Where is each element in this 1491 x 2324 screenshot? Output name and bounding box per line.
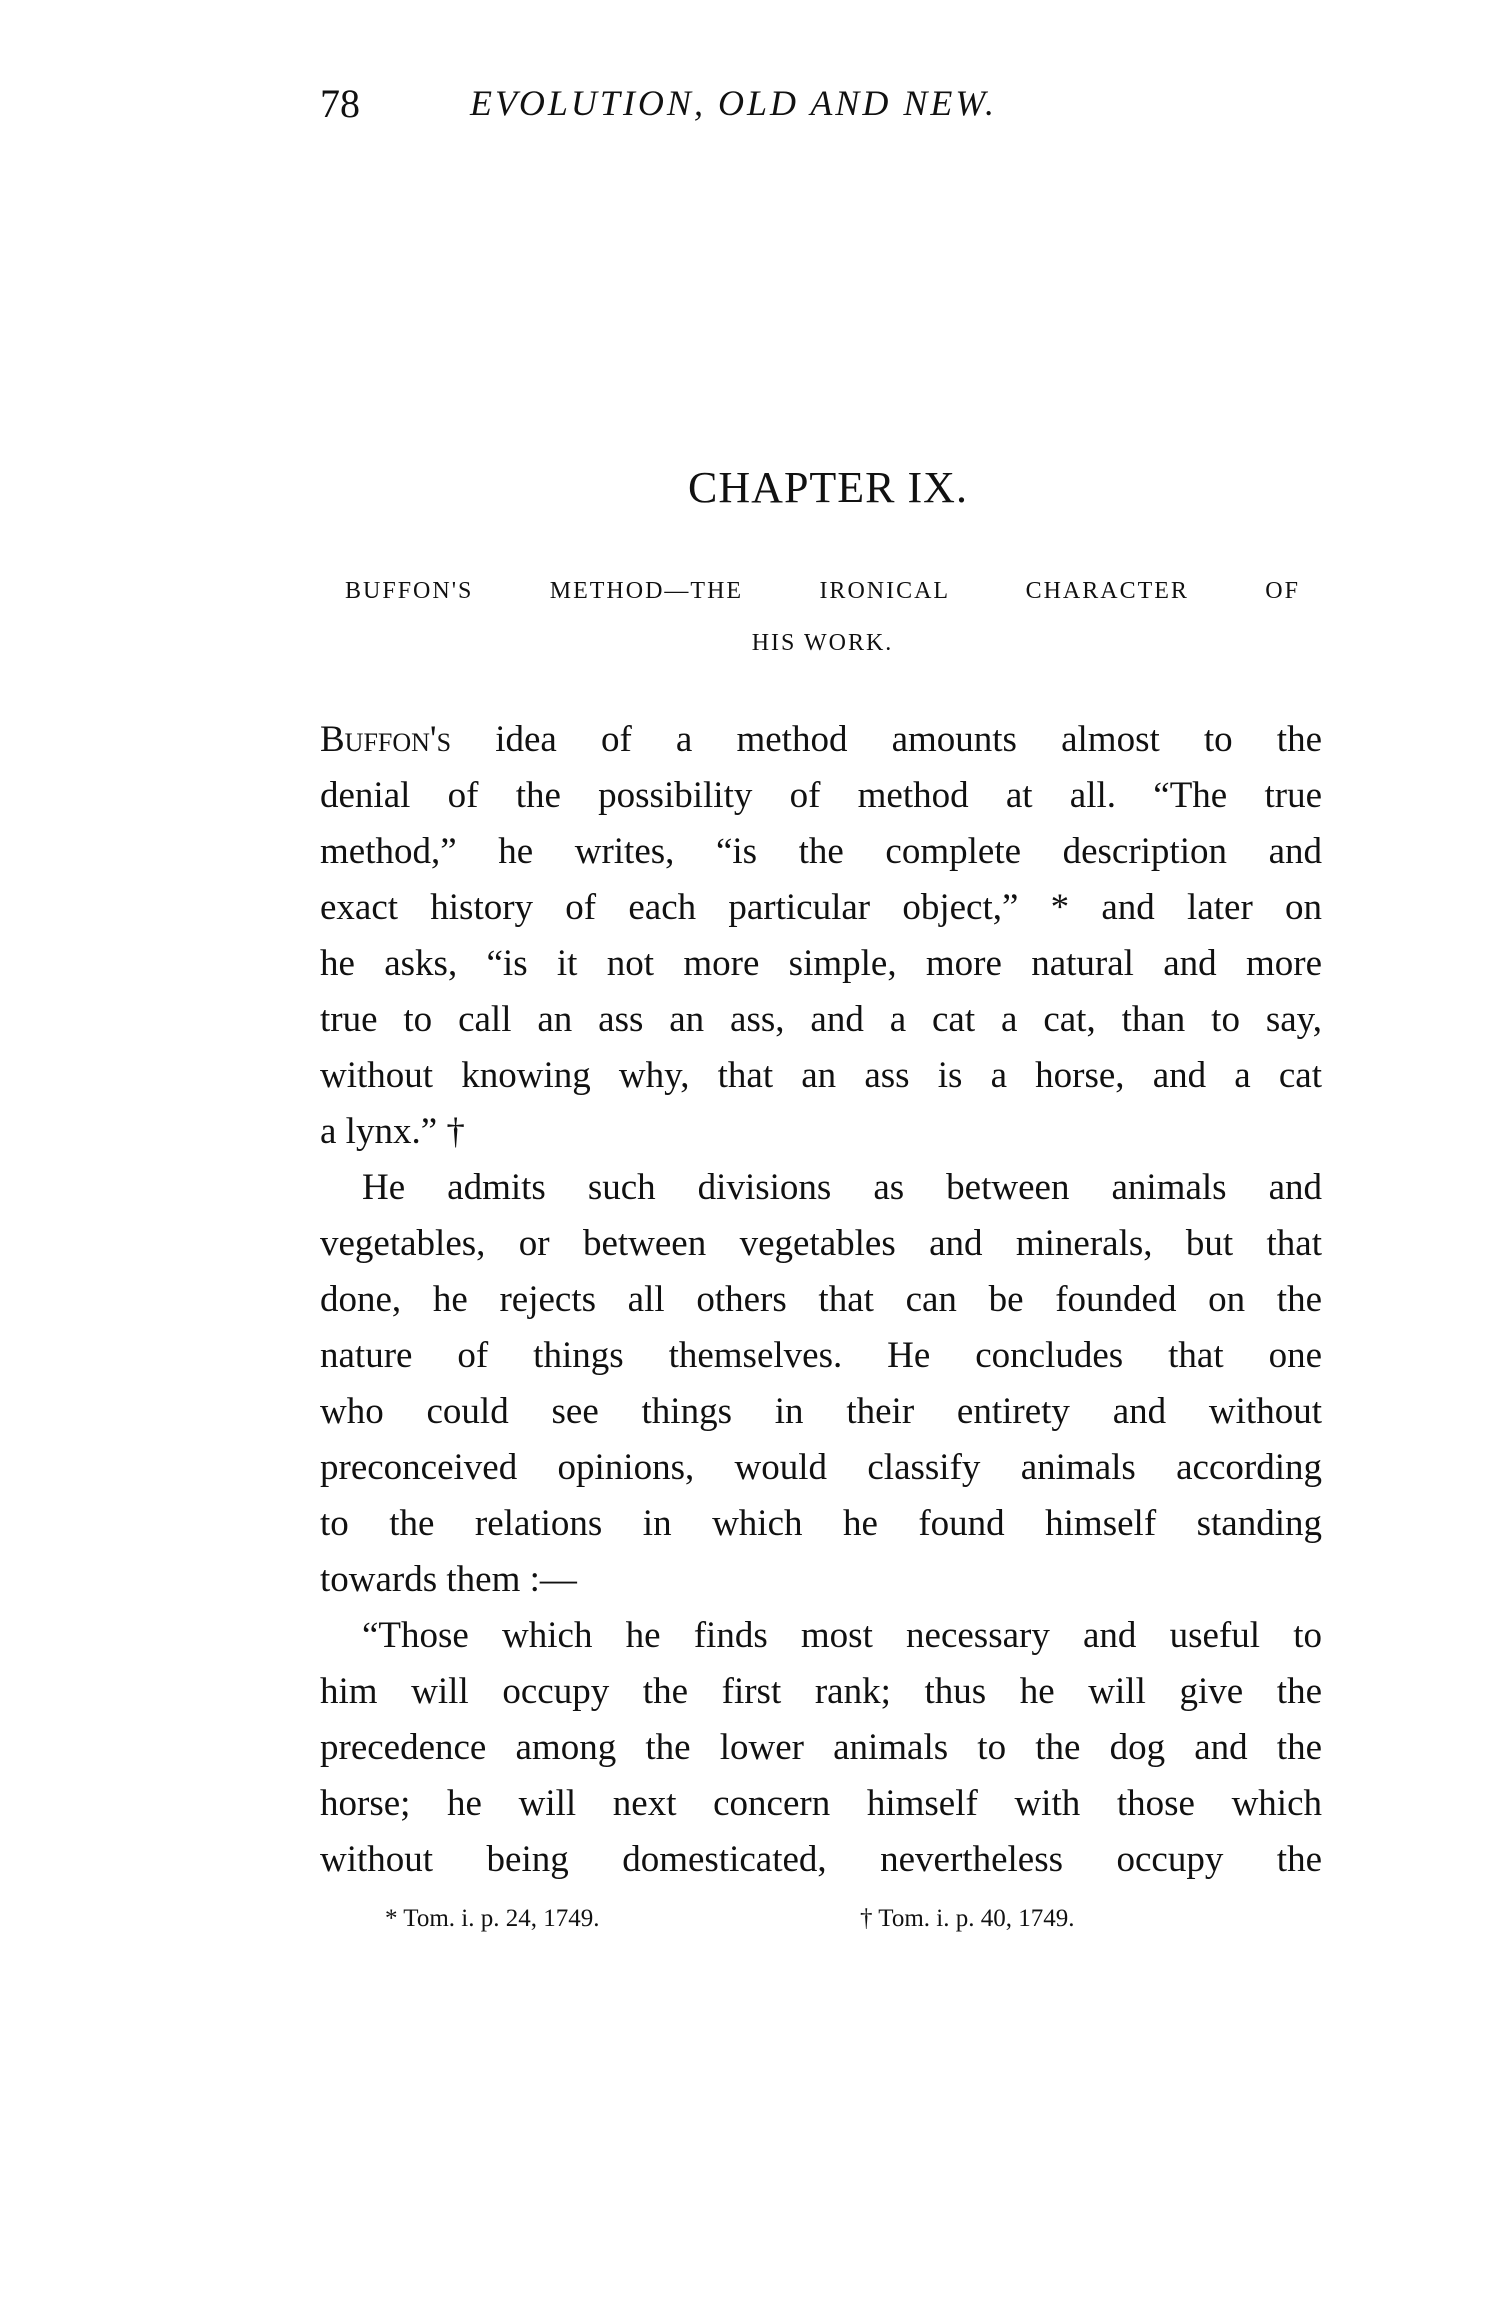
- body-line: to the relations in which he found himself standing: [320, 1503, 1322, 1544]
- body-line: towards them :—: [320, 1559, 577, 1600]
- footnotes: [385, 1905, 1215, 1933]
- body-line: true to call an ass an ass, and a cat a cat, than to say,: [320, 999, 1322, 1040]
- body-line: who could see things in their entirety and without: [320, 1391, 1322, 1432]
- body-line: done, he rejects all others that can be founded on the: [320, 1279, 1322, 1320]
- body-line: without being domesticated, nevertheless occupy the: [320, 1839, 1322, 1880]
- body-line: he asks, “is it not more simple, more natural and more: [320, 943, 1322, 984]
- body-line: method,” he writes, “is the complete description and: [320, 831, 1322, 872]
- body-line: vegetables, or between vegetables and minerals, but that: [320, 1223, 1322, 1264]
- chapter-subtitle-line-2: HIS WORK.: [751, 630, 894, 656]
- running-title: EVOLUTION, OLD AND NEW.: [470, 83, 997, 123]
- body-line: “Those which he finds most necessary and useful to: [362, 1615, 1322, 1656]
- body-line: without knowing why, that an ass is a horse, and a cat: [320, 1055, 1322, 1096]
- footnote-1: * Tom. i. p. 24, 1749.: [385, 1905, 600, 1932]
- body-text: [320, 712, 1322, 1888]
- body-line: denial of the possibility of method at all. “The true: [320, 775, 1322, 816]
- body-line: exact history of each particular object,” * and later on: [320, 887, 1322, 928]
- chapter-subtitle-line-1: BUFFON'S METHOD—THE IRONICAL CHARACTER OF: [345, 578, 1300, 604]
- body-line: horse; he will next concern himself with those which: [320, 1783, 1322, 1824]
- body-line: preconceived opinions, would classify animals according: [320, 1447, 1322, 1488]
- body-line: He admits such divisions as between animals and: [362, 1167, 1322, 1208]
- footnote-2: † Tom. i. p. 40, 1749.: [860, 1905, 1075, 1932]
- body-line: nature of things themselves. He concludes that one: [320, 1335, 1322, 1376]
- page-number: 78: [320, 81, 360, 126]
- body-line: Buffon's idea of a method amounts almost to the: [320, 719, 1322, 760]
- body-line: a lynx.” †: [320, 1111, 465, 1152]
- body-line: precedence among the lower animals to the dog and the: [320, 1727, 1322, 1768]
- small-caps-name: Buffon's: [320, 719, 452, 760]
- chapter-title: CHAPTER IX.: [688, 463, 968, 512]
- body-line: him will occupy the first rank; thus he will give the: [320, 1671, 1322, 1712]
